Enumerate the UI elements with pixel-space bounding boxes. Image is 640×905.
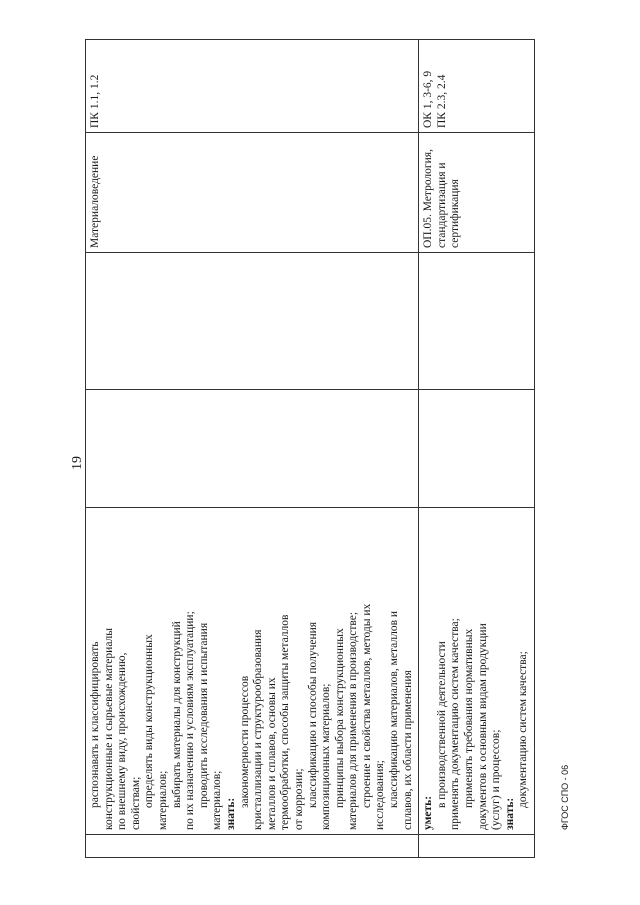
text-line: документов к основным видам продукции <box>476 623 489 830</box>
table-row <box>419 40 535 858</box>
row1-discipline-cell <box>86 133 419 253</box>
text-line: определять виды конструкционных <box>143 634 156 808</box>
text-line: кристаллизации и структурообразования <box>252 629 265 830</box>
row1-skills-cell <box>86 508 419 835</box>
text-line: свойствам; <box>129 776 142 830</box>
text-line: металлов и сплавов, основы их <box>265 677 278 830</box>
row1-col3-cell <box>86 390 419 508</box>
text-line: применять требования нормативных <box>463 628 476 808</box>
text-line: материалов; <box>156 770 169 830</box>
discipline-name: ОП.05. Метрология, стандартизация и сертификация <box>422 149 462 248</box>
text-line: конструкционные и сырьевые материалы <box>102 628 115 830</box>
row2-competencies-cell <box>419 40 535 133</box>
text-line: исследования; <box>374 760 387 830</box>
text-line: материалов; <box>211 770 224 830</box>
page-number: 19 <box>70 456 85 470</box>
text-line: по внешнему виду, происхождению, <box>116 652 129 830</box>
text-line: выбирать материалы для конструкций <box>170 621 183 808</box>
text-line: проводить исследования и испытания <box>197 622 210 808</box>
competency-codes: ПК 1.1, 1.2 <box>89 74 101 128</box>
rotated-page-content <box>85 40 530 858</box>
footer-code: ФГОС СПО - 06 <box>560 764 570 830</box>
text-line: классификацию и способы получения <box>306 621 319 808</box>
text-line: от коррозии; <box>292 768 305 830</box>
row1-col4-cell <box>86 253 419 390</box>
table-row <box>86 40 419 858</box>
row2-col4-cell <box>419 253 535 390</box>
text-line: в производственной деятельности <box>435 641 448 808</box>
row2-skills-cell <box>419 508 535 835</box>
text-line: принципы выбора конструкционных <box>333 628 346 808</box>
text-line: распознавать и классифицировать <box>89 641 101 808</box>
text-line: применять документацию систем качества; <box>449 618 462 830</box>
row2-col1-cell <box>419 835 535 858</box>
competency-table <box>85 39 535 858</box>
section-label: знать: <box>224 797 237 830</box>
text-line: сплавов, их области применения <box>401 670 414 830</box>
text-line: термообработки, способы защиты металлов <box>279 614 292 830</box>
text-line: (услуг) и процессов; <box>490 729 503 830</box>
text-line: закономерности процессов <box>238 675 251 808</box>
text-line: строение и свойства металлов, методы их <box>360 603 373 808</box>
competency-codes-ok: ОК 1, 3-6, 9 <box>422 70 435 128</box>
text-line: материалов для применения в производстве; <box>347 611 360 830</box>
section-label: знать: <box>503 797 516 830</box>
competency-codes-pk: ПК 2.3, 2.4 <box>435 74 448 128</box>
row1-col1-cell <box>86 835 419 858</box>
text-line: композиционных материалов; <box>320 683 333 830</box>
text-line: документацию систем качества; <box>517 651 530 808</box>
row2-discipline-cell <box>419 133 535 253</box>
section-label: уметь: <box>422 795 435 830</box>
row2-col3-cell <box>419 390 535 508</box>
row1-competencies-cell <box>86 40 419 133</box>
discipline-name: Материаловедение <box>89 155 101 248</box>
text-line: по их назначению и условиям эксплуатации; <box>184 611 197 830</box>
text-line: классификацию материалов, металлов и <box>388 610 401 808</box>
